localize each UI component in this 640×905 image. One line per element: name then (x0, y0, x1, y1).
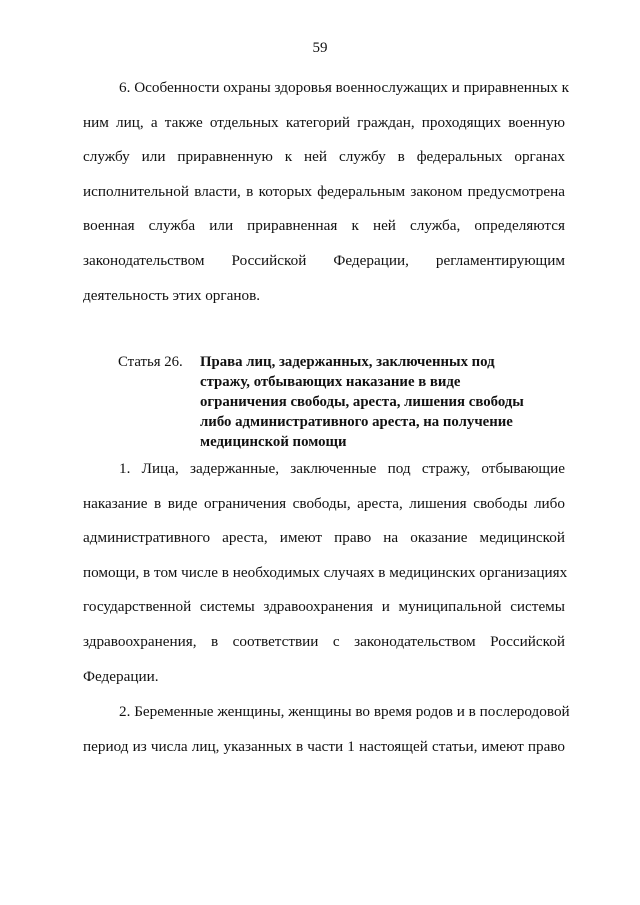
paragraph-line: наказание в виде ограничения свободы, ареста, лишения свободы либо (83, 494, 565, 512)
paragraph-section-6 (83, 71, 570, 313)
page-number: 59 (312, 40, 328, 56)
paragraph-line: здравоохранения, в соответствии с законодательством Российской (83, 632, 565, 650)
paragraph-line: 2. Беременные женщины, женщины во время родов и в послеродовой (119, 703, 570, 720)
paragraph-line: помощи, в том числе в необходимых случаях в медицинских организациях (83, 563, 568, 581)
paragraph-line: военная служба или приравненная к ней служба, определяются (83, 217, 565, 235)
paragraph-line: административного ареста, имеют право на оказание медицинской (83, 529, 565, 547)
paragraph-line: законодательством Российской Федерации, регламентирующим (83, 251, 565, 269)
paragraph-line: службу или приравненную к ней службу в федеральных органах (83, 148, 565, 166)
paragraph-line: 1. Лица, задержанные, заключенные под стражу, отбывающие (119, 460, 565, 477)
paragraph-line: период из числа лиц, указанных в части 1 настоящей статьи, имеют право (83, 737, 565, 755)
article-title-line: либо административного ареста, на получение (200, 414, 513, 430)
paragraph-line: государственной системы здравоохранения и муниципальной системы (83, 598, 565, 616)
article-label: Статья 26. (118, 354, 183, 370)
paragraph-line: исполнительной власти, в которых федеральным законом предусмотрена (83, 182, 565, 200)
article-title-line: стражу, отбывающих наказание в виде (200, 374, 461, 390)
paragraph-line: 6. Особенности охраны здоровья военнослужащих и приравненных к (119, 79, 570, 96)
paragraph-line: деятельность этих органов. (83, 286, 261, 304)
article-heading (118, 352, 568, 452)
article-title-line: медицинской помощи (200, 434, 347, 450)
article-title (200, 352, 540, 452)
article-title-line: Права лиц, задержанных, заключенных под (200, 354, 495, 370)
paragraph-line: Федерации. (83, 667, 159, 685)
article-title-line: ограничения свободы, ареста, лишения свободы (200, 394, 524, 410)
paragraph-line: ним лиц, а также отдельных категорий граждан, проходящих военную (83, 113, 565, 131)
paragraph-part-2 (83, 695, 570, 764)
paragraph-part-1 (83, 452, 568, 694)
